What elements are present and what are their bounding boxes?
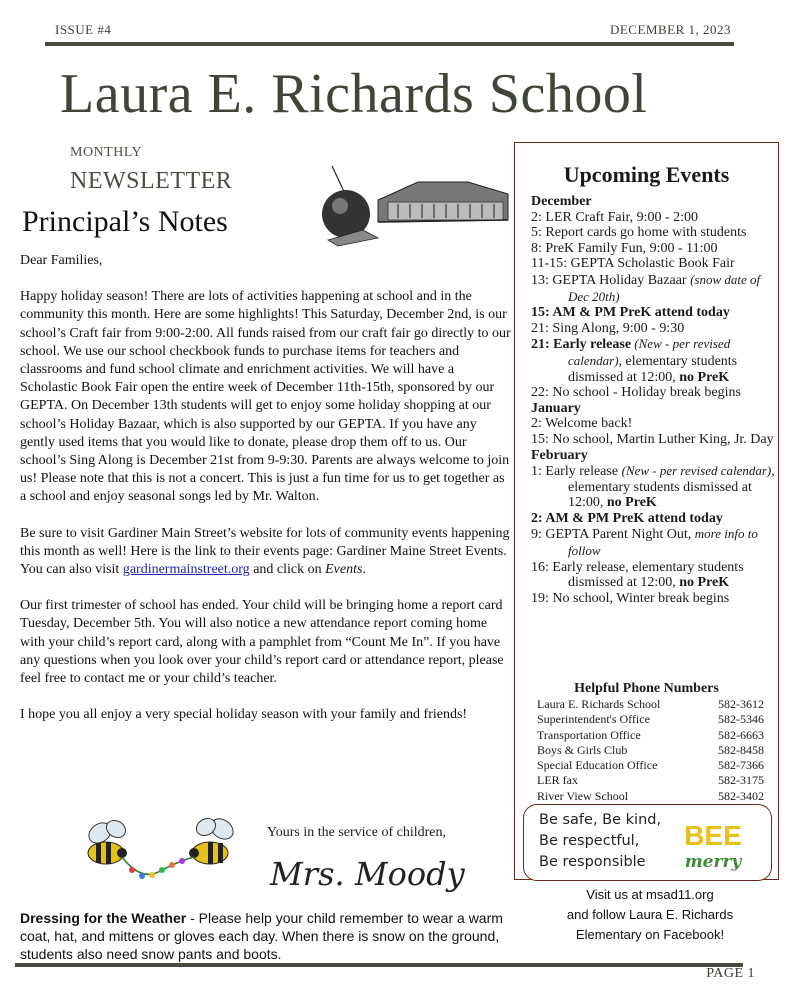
phone-row: Transportation Office 582-6663: [537, 727, 764, 742]
svg-text:Mrs. Moody: Mrs. Moody: [270, 855, 465, 893]
letter-greeting: Dear Families,: [20, 253, 103, 268]
event-item: 8: PreK Family Fun, 9:00 - 11:00: [531, 240, 718, 256]
svg-text:BEE: BEE: [684, 820, 742, 851]
event-item: 5: Report cards go home with students: [531, 225, 747, 241]
month-december: December: [531, 194, 592, 209]
phone-row: Boys & Girls Club 582-8458: [537, 742, 764, 757]
event-item: 13: GEPTA Holiday Bazaar (snow date of Dec 20th): [531, 271, 761, 304]
phone-row: River View School 582-3402: [537, 788, 764, 803]
monthly-label: MONTHLY: [70, 145, 143, 160]
event-item: 1: Early release (New - per revised calendar), elementary students dismissed at 12:00, no PreK: [531, 463, 775, 511]
gardiner-main-street-link[interactable]: gardinermainstreet.org: [122, 562, 250, 578]
bee-right-icon: [189, 815, 237, 864]
phone-row: Special Education Office 582-7366: [537, 758, 764, 773]
event-item: 15: AM & PM PreK attend today: [531, 305, 730, 321]
event-item: 16: Early release, elementary students dismissed at 12:00, no PreK: [531, 559, 744, 591]
phone-numbers-list: [537, 697, 773, 804]
phone-row: Laura E. Richards School 582-3612: [537, 697, 764, 711]
event-item: 19: No school, Winter break begins: [531, 590, 730, 606]
event-item: 2: AM & PM PreK attend today: [531, 510, 723, 526]
events-list: [531, 194, 776, 606]
top-rule: [45, 42, 734, 46]
page-number: PAGE 1: [706, 966, 755, 981]
phone-row: Superintendent's Office 582-5346: [537, 712, 764, 727]
event-item: 21: Early release (New - per revised calendar), elementary students dismissed at 12:00, no PreK: [531, 336, 738, 385]
bottom-rule: [15, 963, 743, 967]
phone-numbers-heading: Helpful Phone Numbers: [574, 681, 719, 696]
bee-merry-logo: [676, 815, 751, 877]
month-january: January: [531, 400, 581, 416]
letter-closing: Yours in the service of children,: [267, 825, 446, 840]
dressing-heading: Dressing for the Weather: [20, 910, 187, 926]
visit-us-note: Visit us at msad11.org and follow Laura E. Richards Elementary on Facebook!: [566, 887, 734, 942]
phone-row: LER fax 582-3175: [537, 773, 764, 788]
svg-text:merry: merry: [684, 852, 742, 872]
masthead-title: Laura E. Richards School: [60, 63, 648, 125]
principal-signature: [262, 843, 502, 903]
school-bell-illustration: [318, 160, 514, 248]
event-item: 2: Welcome back!: [531, 416, 633, 432]
newsletter-label: NEWSLETTER: [70, 168, 233, 194]
school-motto: Be safe, Be kind, Be respectful, Be responsible: [539, 812, 662, 870]
event-item: 15: No school, Martin Luther King, Jr. Day: [531, 431, 774, 447]
letter-paragraph-3: Our first trimester of school has ended. Your child will be bringing home a report card Tuesday, December 5th. You will also notice a new attendance report coming home with your child’s report card, along with a pamphlet from “Count Me In”. If you have any questions when you look over your child’s report card or attendance report, please feel free to contact me or your child’s teacher.: [20, 598, 504, 687]
issue-number: ISSUE #4: [55, 22, 112, 37]
month-february: February: [531, 447, 588, 463]
upcoming-events-heading: Upcoming Events: [563, 162, 730, 187]
dressing-for-weather-note: Dressing for the Weather - Please help your child remember to wear a warm coat, hat, and mittens or gloves each day. When there is snow on the ground, students also need snow pants and boots.: [20, 910, 503, 962]
principal-letter: [20, 252, 514, 742]
bees-illustration: [82, 815, 242, 885]
event-item: 21: Sing Along, 9:00 - 9:30: [531, 320, 685, 336]
event-item: 2: LER Craft Fair, 9:00 - 2:00: [531, 209, 699, 225]
letter-paragraph-4: I hope you all enjoy a very special holiday season with your family and friends!: [20, 707, 468, 723]
principal-notes-heading: Principal’s Notes: [22, 205, 228, 238]
event-item: 9: GEPTA Parent Night Out, more info to follow: [531, 526, 758, 559]
issue-date: DECEMBER 1, 2023: [609, 22, 731, 37]
event-item: 22: No school - Holiday break begins: [531, 385, 741, 401]
event-item: 11-15: GEPTA Scholastic Book Fair: [531, 256, 735, 272]
letter-paragraph-1: Happy holiday season! There are lots of activities happening at school and in the community this month. Here are some highlights! This Saturday, December 2nd, is our school’s Craft fair from 9:00-2:00. All funds raised from our craft fair go directly to our school. We use our school checkbook funds to purchase items for teachers and classrooms and fund school climate and enrichment activities. We will have a Scholastic Book Fair open the entire week of December 11th-15th, sponsored by our GEPTA. On December 13th students will get to enjoy some holiday shopping at our school’s Holiday Bazaar, which is also supported by our GEPTA. If you have any gently used items that you would like to donate, please drop them off to us. Our school’s Sing Along is December 21st from 9-9:30. Parents are always welcome to join us! Please note that this is not a concert. This is just a fun time for us to get together as a school and enjoy seasonal songs led by Mr. Walton.: [20, 289, 511, 505]
letter-paragraph-2: Be sure to visit Gardiner Main Street’s website for lots of community events happening this month as well! Here is the link to their events page: Gardiner Maine Street Events. You can also visit gardinermainstreet.org and click on Events.: [20, 525, 510, 578]
